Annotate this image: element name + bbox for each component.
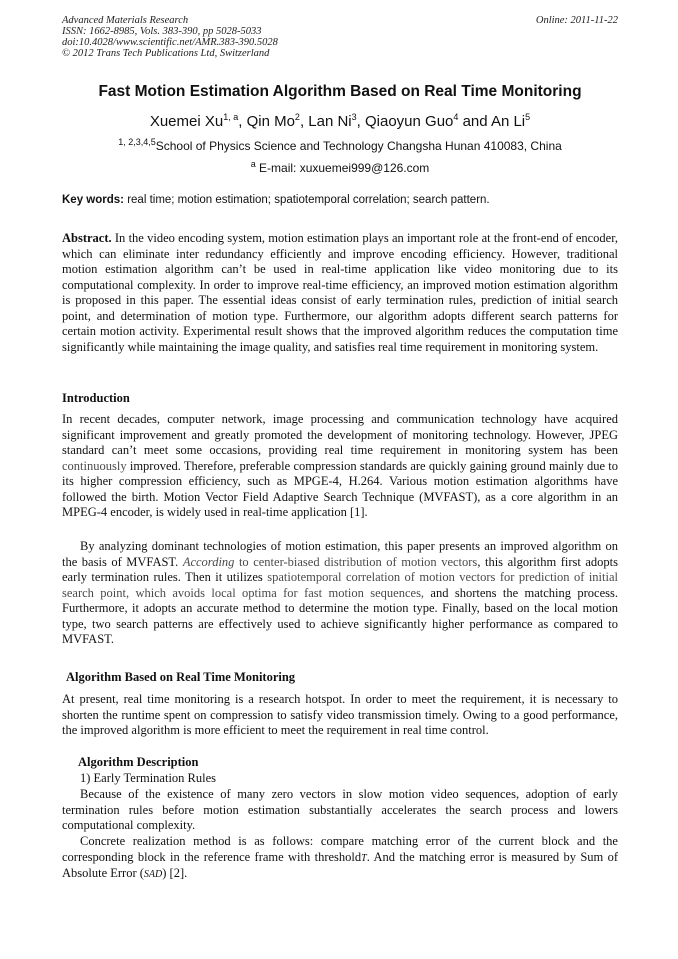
- algorithm-paragraph-3: Concrete realization method is as follows: compare matching error of the current block and the corresponding block in the reference frame with thresholdT. And the matching error is measured by Sum of Absolute Error (SAD) [2].: [62, 834, 619, 880]
- author-name: Qin Mo: [246, 113, 295, 130]
- journal-name: Advanced Materials Research: [62, 15, 189, 26]
- author-name: Qiaoyun Guo: [365, 113, 454, 130]
- keywords-text: real time; motion estimation; spatiotemporal correlation; search pattern.: [124, 194, 490, 206]
- threshold-symbol: T: [361, 852, 367, 864]
- online-date: Online: 2011-11-22: [535, 15, 618, 26]
- affiliation-sup: 1, 2,3,4,5: [118, 137, 156, 147]
- copyright-line: © 2012 Trans Tech Publications Ltd, Switzerland: [62, 48, 270, 59]
- affiliation-text: School of Physics Science and Technology Changsha Hunan 410083, China: [155, 139, 562, 153]
- author-sup: 5: [525, 112, 531, 122]
- abstract-text: In the video encoding system, motion estimation plays an important role at the front-end of encoder, which can eliminate inter redundancy efficiently and improve encoding efficiency. However, traditional motion estimation algorithm can’t be used in real-time application like video monitoring due to its computational complexity. In order to improve real-time efficiency, an improved motion estimation algorithm is proposed in this paper. The essential ideas consist of early termination rules, prediction of initial search point, and determination of motion type. Furthermore, our algorithm adopts different search patterns for certain motion activity. Experimental result shows that the improved algorithm reduces the computation time significantly while maintaining the image quality, and satisfies real time requirement in monitoring system.: [62, 231, 618, 354]
- algorithm-paragraph-2: Because of the existence of many zero vectors in slow motion video sequences, adoption of early termination rules before motion estimation substantially accelerates the search process and lowers computational complexity.: [62, 787, 618, 832]
- email-line: [62, 159, 618, 175]
- paper-title: Fast Motion Estimation Algorithm Based on Real Time Monitoring: [98, 83, 582, 100]
- algorithm-paragraph-1: At present, real time monitoring is a research hotspot. In order to meet the requirement, it is necessary to shorten the runtime spent on compression to satisfy video transmission timely. Owing to a good performance, the improved algorithm is more efficient to meet the requirement in real time control.: [62, 692, 618, 737]
- email-text: E-mail: xuxuemei999@126.com: [255, 161, 430, 175]
- affiliation: [62, 137, 618, 153]
- introduction-heading: Introduction: [62, 391, 130, 405]
- author-sup: 2: [294, 112, 300, 122]
- email-sup: a: [250, 159, 256, 169]
- keywords: [62, 194, 618, 206]
- author-sup: 3: [351, 112, 357, 122]
- abstract: [62, 231, 618, 355]
- algorithm-description-heading: Algorithm Description: [78, 755, 199, 769]
- author-list: Xuemei Xu$^{1, a}$, Qin Mo$^2$, Lan Ni$^3$, Qiaoyun Guo$^4$ and An Li$^5$: [149, 112, 531, 130]
- author-sup: 4: [453, 112, 459, 122]
- author-name: An Li: [490, 113, 526, 130]
- introduction-paragraph-2: By analyzing dominant technologies of motion estimation, this paper presents an improved algorithm on the basis of MVFAST. According to center-biased distribution of motion vectors, this algorithm first adopts early termination rules. Then it utilizes spatiotemporal correlation of motion vectors for prediction of initial search point, which avoids local optima for fast motion sequences, and shortens the matching process. Furthermore, it adopts an accurate method to determine the motion type. Finally, based on the local motion type, two search patterns are effectively used to achieve significantly higher performance as compared to MVFAST.: [62, 539, 619, 646]
- abstract-label: Abstract.: [62, 231, 112, 245]
- early-termination-item: 1) Early Termination Rules: [80, 771, 217, 785]
- author-sup: 1, a: [223, 112, 239, 122]
- sad-symbol: SAD: [143, 869, 163, 880]
- journal-header: [62, 15, 618, 59]
- issn-line: ISSN: 1662-8985, Vols. 383-390, pp 5028-5033: [62, 26, 262, 37]
- author-name: Xuemei Xu: [149, 113, 224, 130]
- keywords-label: Key words:: [62, 194, 124, 206]
- algorithm-heading: Algorithm Based on Real Time Monitoring: [66, 670, 296, 684]
- author-name: Lan Ni: [308, 113, 352, 130]
- introduction-paragraph-1: In recent decades, computer network, image processing and communication technology have acquired significant improvement and greatly promoted the development of monitoring technology. However, JPEG standard can’t meet some occasions, providing real time requirement in monitoring system has been continuously improved. Therefore, preferable compression standards are quickly gaining ground mainly due to its higher compression efficiency, such as MPGE-4, H.264. Various motion estimation algorithms have followed the birth. Motion Vector Field Adaptive Search Technique (MVFAST), as a core algorithm in an MPEG-4 encoder, is widely used in real-time application [1].: [62, 412, 618, 519]
- doi-line: doi:10.4028/www.scientific.net/AMR.383-390.5028: [62, 37, 278, 48]
